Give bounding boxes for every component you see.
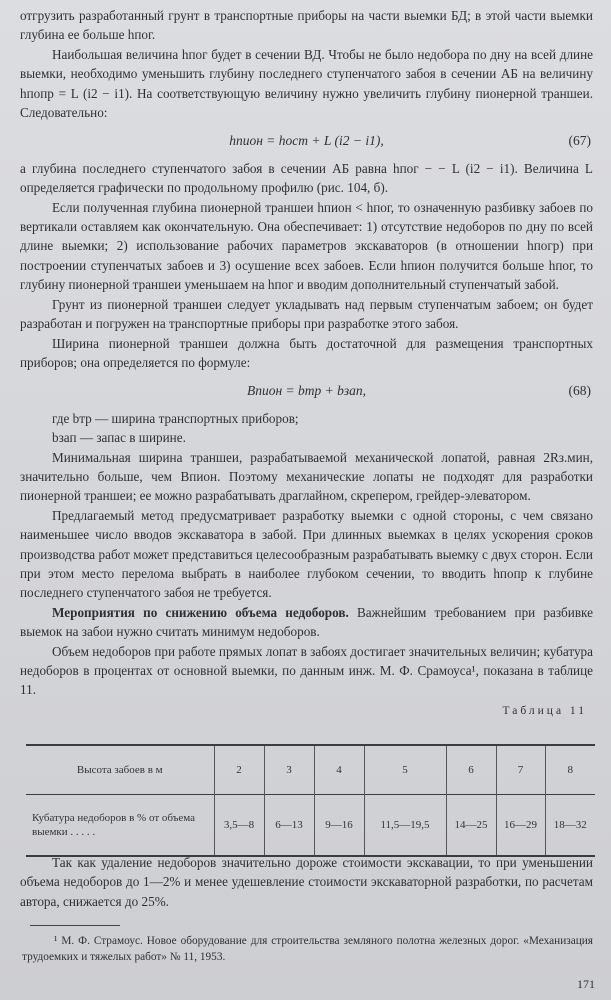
where-line: где bтр — ширина транспортных приборов; (52, 410, 299, 426)
table-header-cell: 3 (264, 745, 314, 795)
table-header-cell: 7 (496, 745, 545, 795)
paragraph: Наибольшая величина hпог будет в сечении ВД. Чтобы не было недобора по дну на всей длине выемки, необходимо уменьшить глубину последнего ступенчатого забоя в сечении АБ на величину hпопр = L (i2 − i1). На соответствующую величину нужно увеличить глубину пионерной траншеи. Следовательно: (20, 46, 593, 121)
page-number: 171 (577, 977, 595, 991)
table-cell: 11,5—19,5 (364, 795, 446, 857)
formula-expression: Впион = bтр + bзап, (246, 383, 367, 399)
table-cell: 3,5—8 (214, 795, 264, 857)
formula-number: (67) (568, 133, 591, 149)
formula-number: (68) (568, 383, 591, 399)
where-line: bзап — запас в ширине. (52, 430, 186, 446)
footnote-divider (30, 925, 120, 926)
paragraph: Грунт из пионерной траншеи следует укладывать над первым ступенчатым забоем; он будет разработан и погружен на транспортные приборы при разработке этого забоя. (20, 296, 593, 332)
table-row-label: Кубатура недоборов в % от объема выемки . . . . . (32, 812, 196, 838)
section-heading: Мероприятия по снижению объема недоборов. (52, 604, 349, 620)
paragraph: а глубина последнего ступенчатого забоя в сечении АБ равна hпог − − L (i2 − i1). Величина L определяется графически по продольному профилю (рис. 104, б). (20, 160, 593, 196)
formula-expression: hпион = hост + L (i2 − i1), (229, 133, 384, 149)
table-row (26, 795, 595, 857)
paragraph: Предлагаемый метод предусматривает разработку выемки с одной стороны, с чем связано наименьшее число вводов экскаватора в забой. При длинных выемках в целях ускорения сроков производства работ может представиться целесообразным разрабатывать выемку с двух сторон. Если при этом место перелома выбрать в наиболее глубоком сечении, то вводить hпопр к глубине последнего ступенчатого забоя не требуется. (20, 507, 593, 601)
paragraph-text: Важнейшим требованием при разбивке выемок на забои нужно считать минимум недоборов. (20, 604, 593, 640)
table-header-cell: 4 (314, 745, 364, 795)
table-caption: Таблица 11 (502, 704, 587, 717)
data-table (26, 744, 595, 857)
paragraph: Так как удаление недоборов значительно дороже стоимости экскавации, то при уменьшении объема недоборов до 1—2% и менее удешевление стоимости экскаваторной разработки, по расчетам автора, снижается до 25%. (20, 855, 593, 909)
table-cell: 6—13 (264, 795, 314, 857)
table-header-row (26, 745, 595, 795)
formula-67 (20, 131, 593, 150)
paragraph: Минимальная ширина траншеи, разрабатываемой механической лопатой, равная 2Rз.мин, значительно больше, чем Впион. Поэтому механические лопаты не подходят для разработки пионерной траншеи; ее можно разрабатывать драглайном, скрепером, грейдер-элеватором. (20, 449, 593, 504)
main-text (20, 6, 593, 721)
table-cell: 18—32 (545, 795, 595, 857)
table-cell: 9—16 (314, 795, 364, 857)
table-header-label: Высота забоев в м (76, 764, 163, 776)
paragraph: отгрузить разработанный грунт в транспортные приборы на части выемки БД; в этой части выемки глубина ее больше hпог. (20, 8, 593, 43)
table-cell: 16—29 (496, 795, 545, 857)
table-header-cell: 8 (545, 745, 595, 795)
footnote: ¹ М. Ф. Страмоус. Новое оборудование для строительства земляного полотна железных дорог. «Механизация трудоемких и тяжелых работ» № 11, 1953. (22, 935, 593, 963)
table-cell: 14—25 (446, 795, 496, 857)
paragraph: Объем недоборов при работе прямых лопат в забоях достигает значительных величин; кубатура недоборов в процентах от основной выемки, по данным инж. М. Ф. Срамоуса¹, показана в таблице 11. (20, 643, 593, 698)
paragraph: Если полученная глубина пионерной траншеи hпион < hпог, то означенную разбивку забоев по вертикали оставляем как окончательную. Она обеспечивает: 1) отсутствие недоборов по дну по всей длине выемки; 2) использование рабочих параметров экскаваторов (в отношении hпогр) при построении ступенчатых забоев и 3) осушение всех забоев. Если hпион получится больше hпог, то глубину пионерной траншеи уменьшаем на hпог и вводим дополнительный ступенчатый забой. (20, 199, 593, 293)
table-header-cell: 5 (364, 745, 446, 795)
table-header-cell: 2 (214, 745, 264, 795)
closing-text (20, 853, 593, 911)
paragraph: Ширина пионерной траншеи должна быть достаточной для размещения транспортных приборов; она определяется по формуле: (20, 335, 593, 370)
table-header-cell: 6 (446, 745, 496, 795)
formula-68 (20, 381, 593, 400)
paragraph (20, 603, 593, 642)
